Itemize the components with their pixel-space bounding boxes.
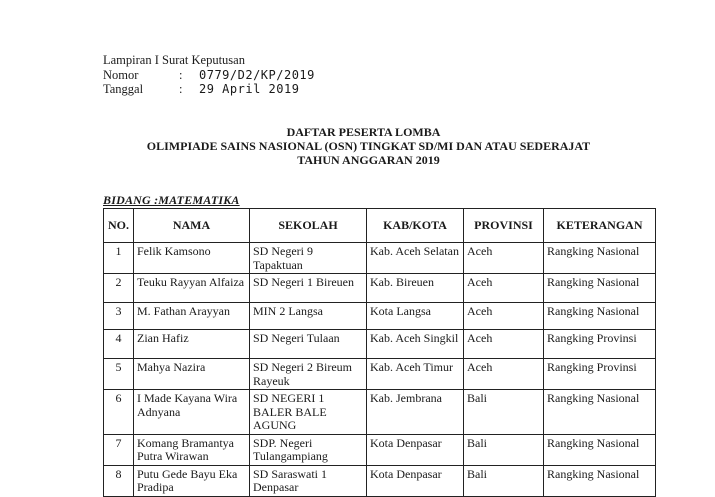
cell-no: 4: [104, 330, 134, 359]
cell-nama: Mahya Nazira: [134, 359, 250, 390]
cell-provinsi: Aceh: [464, 303, 544, 330]
tanggal-line: [103, 82, 315, 97]
cell-keterangan: Rangking Nasional: [544, 303, 656, 330]
title-line-3: TAHUN ANGGARAN 2019: [297, 153, 440, 167]
title-line-1: DAFTAR PESERTA LOMBA: [286, 125, 441, 139]
cell-provinsi: Bali: [464, 434, 544, 465]
table-row: [104, 465, 656, 496]
cell-no: 3: [104, 303, 134, 330]
cell-kab-kota: Kab. Bireuen: [367, 274, 464, 303]
tanggal-value: 29 April 2019: [199, 82, 300, 96]
cell-nama: Felik Kamsono: [134, 243, 250, 274]
table-row: [104, 359, 656, 390]
column-header-nama: NAMA: [134, 209, 250, 243]
cell-sekolah: MIN 2 Langsa: [250, 303, 367, 330]
participant-table: [103, 208, 656, 497]
letter-reference: [103, 53, 315, 97]
nomor-value: 0779/D2/KP/2019: [199, 67, 315, 82]
cell-sekolah: SD Negeri 1 Bireuen: [250, 274, 367, 303]
document-title: [0, 125, 715, 167]
cell-kab-kota: Kota Langsa: [367, 303, 464, 330]
cell-nama: Zian Hafiz: [134, 330, 250, 359]
cell-no: 5: [104, 359, 134, 390]
cell-no: 1: [104, 243, 134, 274]
tanggal-colon: :: [179, 82, 183, 96]
cell-provinsi: Aceh: [464, 330, 544, 359]
cell-provinsi: Aceh: [464, 359, 544, 390]
table-row: [104, 243, 656, 274]
cell-nama: I Made Kayana Wira Adnyana: [134, 390, 250, 435]
column-header-kab-kota: KAB/KOTA: [367, 209, 464, 243]
table-row: [104, 303, 656, 330]
title-line-2: OLIMPIADE SAINS NASIONAL (OSN) TINGKAT SD/MI DAN ATAU SEDERAJAT: [146, 139, 591, 153]
column-header-keterangan: KETERANGAN: [544, 209, 656, 243]
column-header-no: NO.: [104, 209, 134, 243]
cell-sekolah: SD Saraswati 1 Denpasar: [250, 465, 367, 496]
cell-no: 2: [104, 274, 134, 303]
cell-provinsi: Aceh: [464, 274, 544, 303]
cell-sekolah: SD Negeri Tulaan: [250, 330, 367, 359]
lampiran-text: Lampiran I Surat Keputusan: [103, 53, 245, 67]
column-header-sekolah: SEKOLAH: [250, 209, 367, 243]
table-row: [104, 390, 656, 435]
cell-keterangan: Rangking Nasional: [544, 434, 656, 465]
cell-no: 8: [104, 465, 134, 496]
cell-sekolah: SD NEGERI 1 BALER BALE AGUNG: [250, 390, 367, 435]
table-header-row: [104, 209, 656, 243]
subject-heading: BIDANG :MATEMATIKA: [103, 193, 240, 207]
cell-keterangan: Rangking Nasional: [544, 243, 656, 274]
cell-keterangan: Rangking Nasional: [544, 465, 656, 496]
cell-kab-kota: Kab. Aceh Singkil: [367, 330, 464, 359]
cell-kab-kota: Kab. Jembrana: [367, 390, 464, 435]
table-row: [104, 330, 656, 359]
cell-sekolah: SD Negeri 2 Bireum Rayeuk: [250, 359, 367, 390]
cell-keterangan: Rangking Nasional: [544, 390, 656, 435]
tanggal-label: Tanggal: [103, 82, 144, 96]
table-row: [104, 434, 656, 465]
cell-kab-kota: Kota Denpasar: [367, 434, 464, 465]
cell-kab-kota: Kab. Aceh Selatan: [367, 243, 464, 274]
cell-provinsi: Bali: [464, 390, 544, 435]
cell-sekolah: SDP. Negeri Tulangampiang: [250, 434, 367, 465]
cell-kab-kota: Kab. Aceh Timur: [367, 359, 464, 390]
cell-nama: M. Fathan Arayyan: [134, 303, 250, 330]
nomor-colon: :: [179, 67, 183, 82]
cell-sekolah: SD Negeri 9 Tapaktuan: [250, 243, 367, 274]
cell-keterangan: Rangking Provinsi: [544, 359, 656, 390]
cell-provinsi: Aceh: [464, 243, 544, 274]
nomor-line: [103, 68, 315, 83]
cell-nama: Komang Bramantya Putra Wirawan: [134, 434, 250, 465]
cell-no: 6: [104, 390, 134, 435]
nomor-label: Nomor: [103, 67, 139, 82]
table-row: [104, 274, 656, 303]
cell-nama: Putu Gede Bayu Eka Pradipa: [134, 465, 250, 496]
cell-keterangan: Rangking Nasional: [544, 274, 656, 303]
column-header-provinsi: PROVINSI: [464, 209, 544, 243]
lampiran-line: [103, 53, 315, 68]
cell-nama: Teuku Rayyan Alfaiza: [134, 274, 250, 303]
cell-no: 7: [104, 434, 134, 465]
cell-keterangan: Rangking Provinsi: [544, 330, 656, 359]
cell-provinsi: Bali: [464, 465, 544, 496]
cell-kab-kota: Kota Denpasar: [367, 465, 464, 496]
